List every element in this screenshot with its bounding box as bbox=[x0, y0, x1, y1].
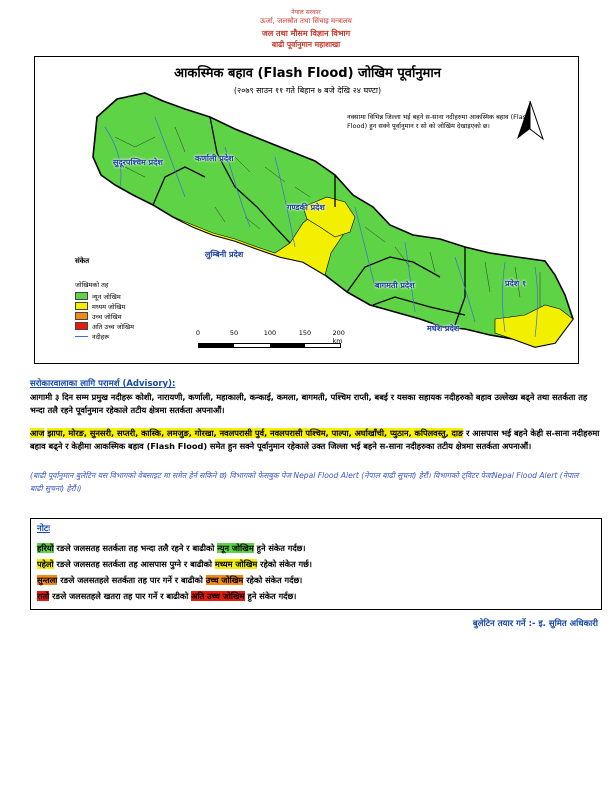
note-level: उच्च जोखिम bbox=[205, 575, 244, 585]
legend-label-high: उच्च जोखिम bbox=[92, 312, 122, 321]
map-note: नक्सामा विभिन्न जिल्ला भई बहने स-साना नदीहरुमा आकस्मिक बहाव (Flash Flood) हुन सक्ने पूर्वानुमान र सो को जोखिम देखाइएको छ। bbox=[347, 113, 531, 130]
legend-swatch-low bbox=[75, 292, 88, 300]
scale-label: 100 bbox=[263, 329, 277, 337]
legend-item-high bbox=[75, 311, 134, 321]
legend-item-rivers bbox=[75, 331, 134, 341]
note-level: न्यून जोखिम bbox=[217, 543, 254, 553]
legend-label-medium: मध्यम जोखिम bbox=[92, 302, 126, 311]
note-heading: नोटः bbox=[37, 524, 50, 534]
map-subtitle: (२०७९ साउन ११ गते बिहान ७ बजे देखि २४ घण्टा) bbox=[233, 86, 382, 95]
province-label-madhesh: मधेश प्रदेश bbox=[427, 324, 460, 333]
advisory-districts: झापा, मोरङ, सुनसरी, सप्तरी, कास्कि, लमजुङ, गोरखा, नवलपरासी पुर्व, नवलपरासी पश्चिम, पाल्पा, अर्घाखाँची, प्युठान, कपिलवस्तु, दाङ bbox=[47, 428, 464, 438]
note-level: मध्यम जोखिम bbox=[214, 559, 258, 569]
note-level: अति उच्च जोखिम bbox=[191, 591, 245, 601]
header-department: जल तथा मौसम विज्ञान विभाग bbox=[261, 29, 351, 38]
legend-item-very-high bbox=[75, 321, 134, 331]
note-color-word: पहेलो bbox=[37, 559, 54, 569]
scale-label: 200 km bbox=[332, 329, 345, 345]
advisory-heading: सरोकारवालाका लागि परामर्श (Advisory): bbox=[30, 379, 176, 389]
province-label-province1: प्रदेश १ bbox=[505, 279, 527, 288]
legend-item-low bbox=[75, 291, 134, 301]
scale-bar-graphic bbox=[198, 343, 341, 348]
province-label-gandaki: गण्डकी प्रदेश bbox=[287, 203, 325, 212]
legend-label-low: न्यून जोखिम bbox=[92, 292, 121, 301]
legend-subtitle: जोखिमको तह bbox=[75, 281, 109, 289]
note-text: रङले जलसतहले खतरा तह पार गर्ने र बाढीको bbox=[52, 591, 189, 601]
province-label-bagmati: बागमती प्रदेश bbox=[375, 281, 415, 290]
note-color-word: रातो bbox=[37, 591, 50, 601]
legend-label-rivers: नदीहरू bbox=[92, 332, 110, 341]
legend-river-line bbox=[75, 336, 88, 337]
note-box bbox=[30, 518, 602, 610]
note-text: रङले जलसतह सतर्कता तह भन्दा तलै रहने र बाढीको bbox=[56, 543, 215, 553]
legend-label-very-high: अति उच्च जोखिम bbox=[92, 322, 135, 331]
province-label-karnali: कर्णाली प्रदेश bbox=[195, 154, 234, 163]
scale-bar bbox=[195, 329, 358, 349]
legend-swatch-very-high bbox=[75, 322, 88, 330]
advisory-paragraph-2 bbox=[30, 427, 600, 453]
map-legend bbox=[75, 257, 134, 341]
advisory-links: (बाढी पूर्वानुमान बुलेटिन यस विभागको वेबसाइट मा समेत हेर्न सकिने छ) विभागको फेसबुक पेज Nepal Flood Alert (नेपाल बाढी सुचना) हेरौं। विभागको ट्विटर पेजःNepal Flood Alert (नेपाल बाढी सुचना) हेरौं।) bbox=[30, 471, 579, 493]
note-row-green bbox=[37, 543, 306, 554]
note-end: रहेको संकेत गर्दछ। bbox=[246, 575, 303, 585]
note-color-word: हरियो bbox=[37, 543, 54, 553]
header-ministry: ऊर्जा, जलस्रोत तथा सिंचाइ मन्त्रालय bbox=[260, 17, 352, 25]
bulletin-prepared-by: बुलेटिन तयार गर्ने :- इ. सुमित अधिकारी bbox=[472, 619, 598, 629]
advisory-p2-prefix: आज bbox=[30, 428, 45, 438]
legend-item-medium bbox=[75, 301, 134, 311]
scale-label: 150 bbox=[298, 329, 312, 337]
note-color-word: सुन्तला bbox=[37, 575, 58, 585]
province-label-sudurpaschim: सुदूरपश्चिम प्रदेश bbox=[113, 158, 163, 167]
legend-title: संकेत bbox=[75, 257, 90, 265]
header-government: नेपाल सरकार bbox=[291, 9, 321, 16]
advisory-paragraph-1: आगामी ३ दिन सम्म प्रमुख नदीहरू कोशी, नारायणी, कर्णाली, महाकाली, कन्काई, कमला, बागमती, पश्चिम राप्ती, बबई र यसका सहायक नदीहरुको बहाव उल्लेख्य बढ्ने तथा सतर्कता तह भन्दा तलै रहने पूर्वानुमान रहेकाले तटीय क्षेत्रमा सतर्कता अपनाऔं। bbox=[30, 392, 588, 415]
note-end: हुने संकेत गर्दछ। bbox=[247, 591, 297, 601]
note-row-red bbox=[37, 591, 296, 602]
map-title: आकस्मिक बहाव (Flash Flood) जोखिम पूर्वानुमान bbox=[174, 66, 441, 81]
note-end: रहेको संकेत गर्छ। bbox=[260, 559, 312, 569]
legend-swatch-medium bbox=[75, 302, 88, 310]
note-text: रङले जलसतह सतर्कता तह आसपास पुग्ने र बाढीको bbox=[56, 559, 213, 569]
scale-label: 50 bbox=[229, 329, 239, 337]
legend-swatch-high bbox=[75, 312, 88, 320]
flash-flood-map bbox=[34, 56, 579, 364]
province-label-lumbini: लुम्बिनी प्रदेश bbox=[205, 250, 244, 259]
advisory-p2-suffix: र आसपास भई बहने केही स-साना नदीहरुमा बहाव बढ्ने र केहीमा आकस्मिक बहाव (Flash Flood) समेत हुन सक्ने पूर्वानुमान रहेकाले उक्त जिल्ला भई बहने स-साना नदीहरुका तटीय क्षेत्रमा सतर्कता अपनाऔं। bbox=[30, 428, 600, 451]
note-end: हुने संकेत गर्दछ। bbox=[256, 543, 306, 553]
note-row-orange bbox=[37, 575, 302, 586]
note-text: रङले जलसतहले सतर्कता तह पार गर्ने र बाढीको bbox=[60, 575, 203, 585]
header-division: बाढी पूर्वानुमान महाशाखा bbox=[271, 40, 341, 49]
note-row-yellow bbox=[37, 559, 312, 570]
scale-label: 0 bbox=[195, 329, 201, 337]
